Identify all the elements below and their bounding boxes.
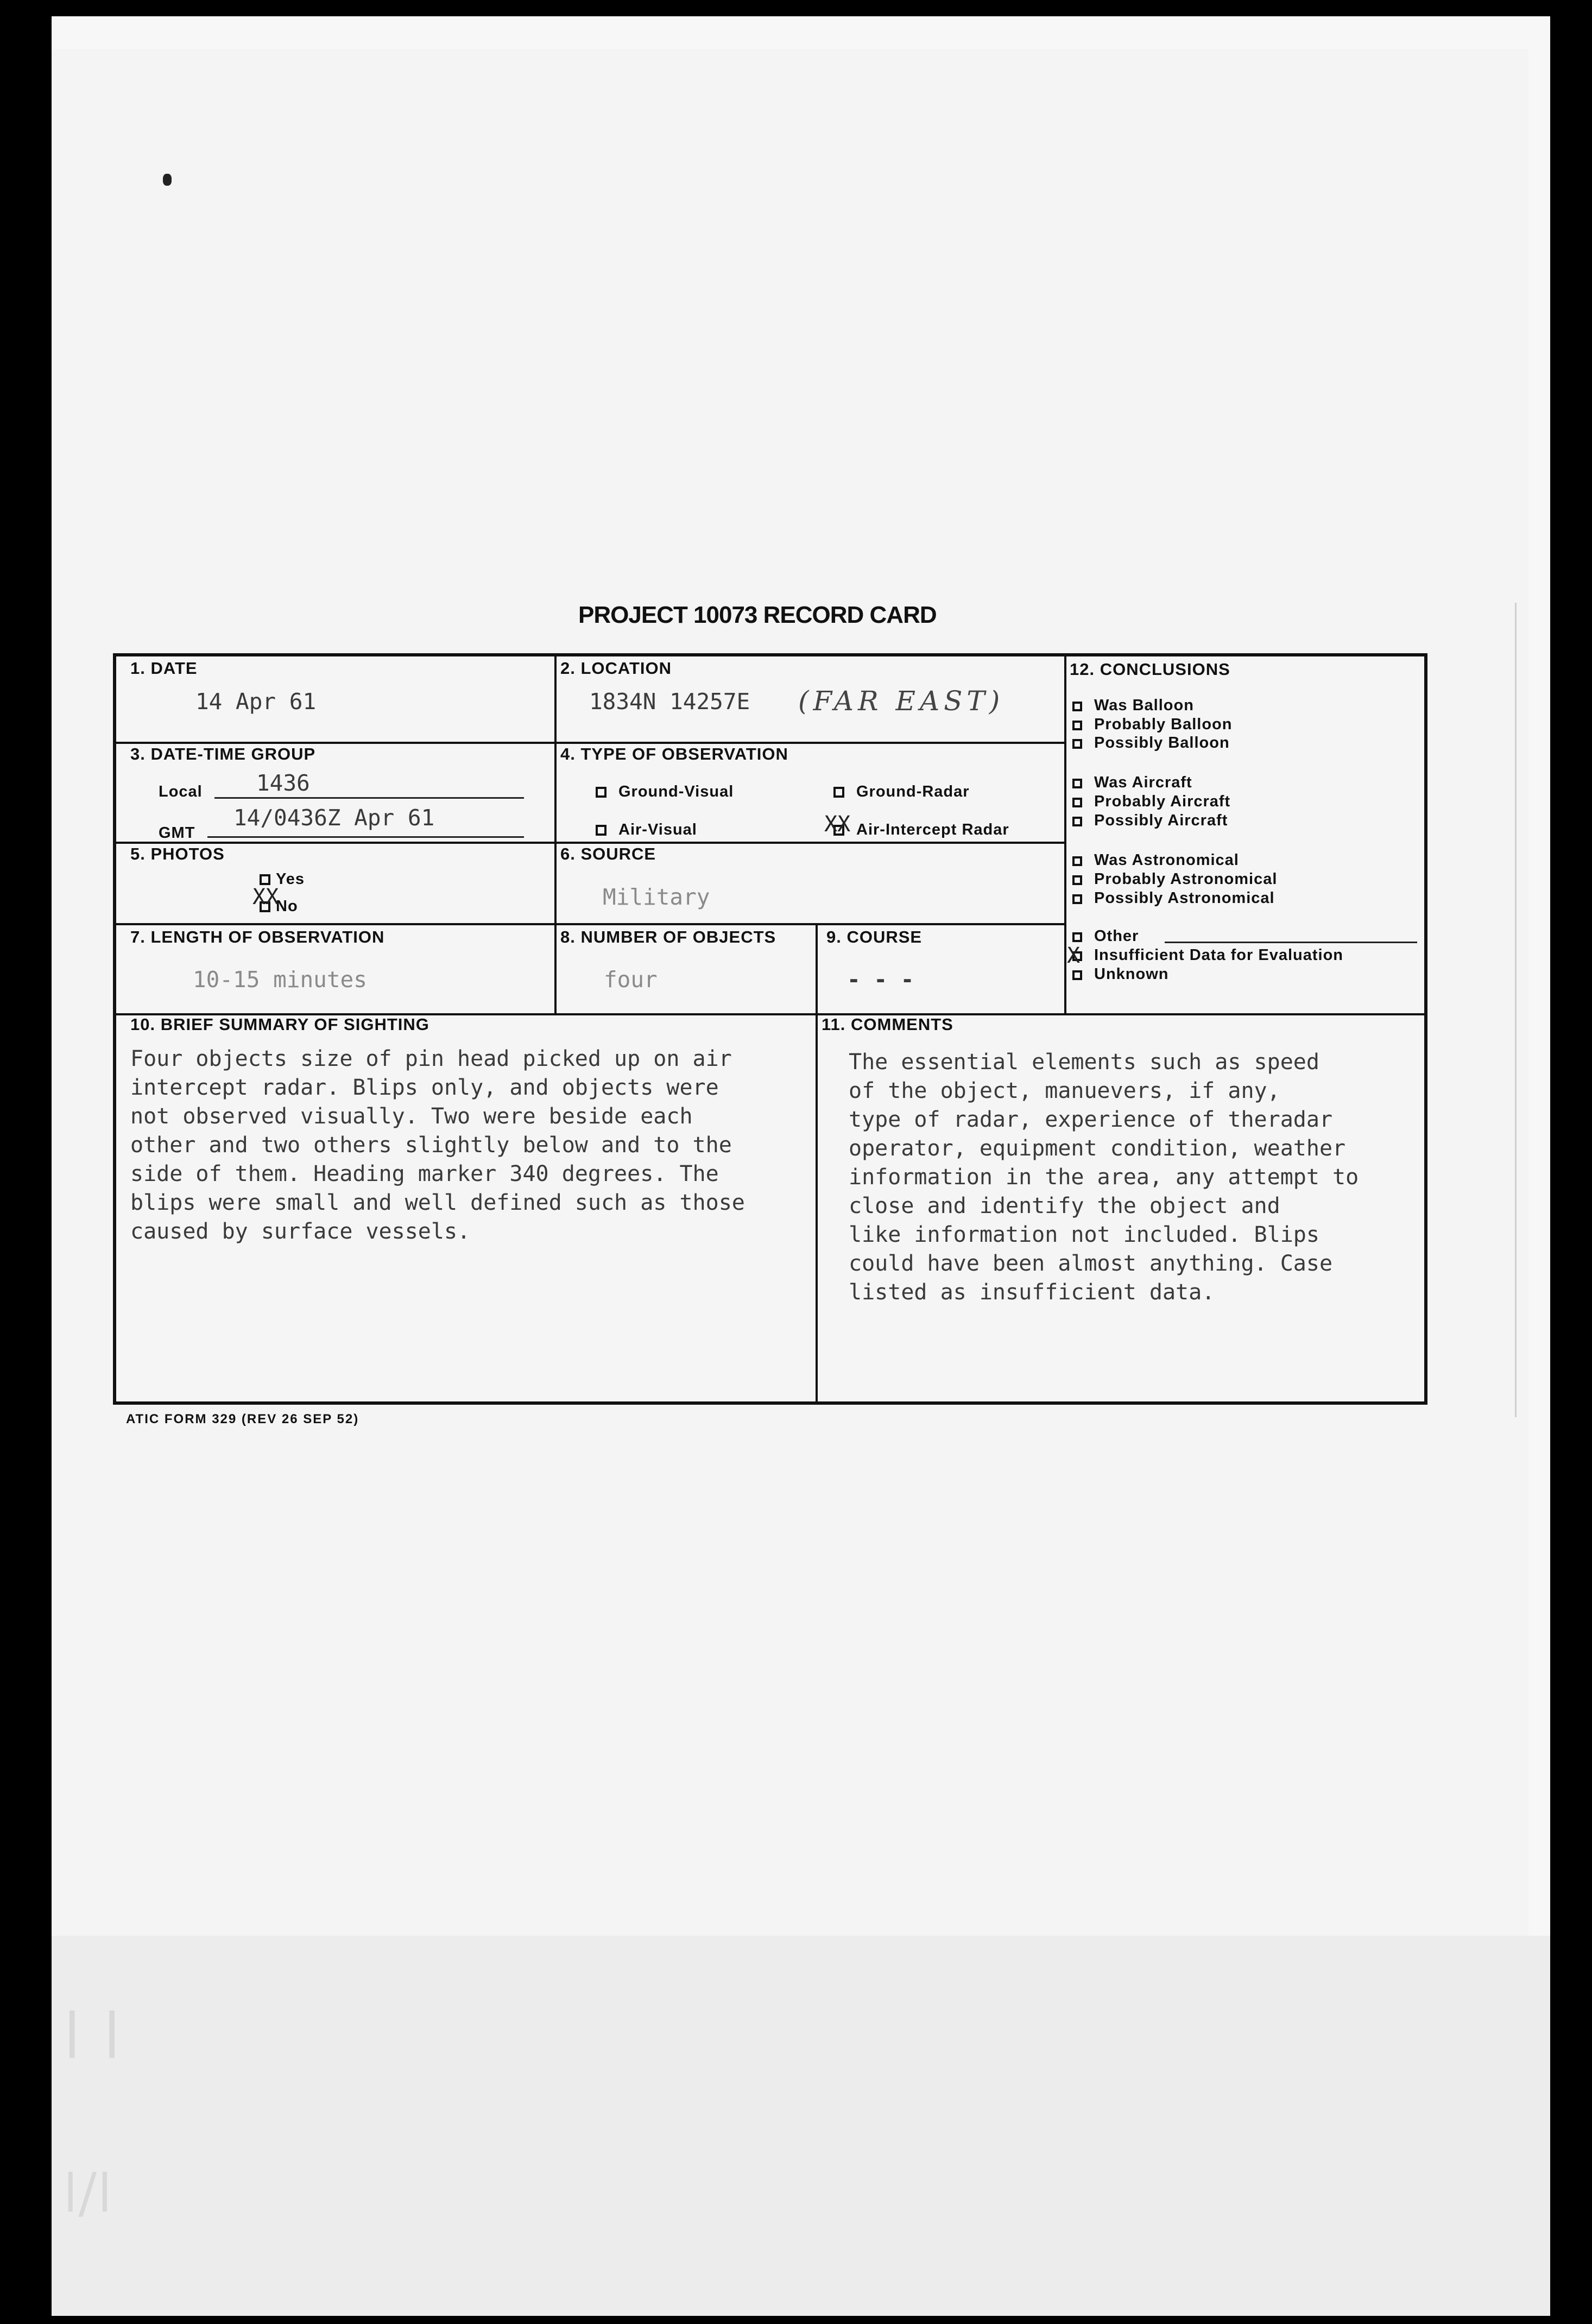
faint-bleed-mark: ǀ/ǀ bbox=[62, 2161, 113, 2225]
ground-radar-text: Ground-Radar bbox=[856, 783, 970, 800]
checkbox[interactable] bbox=[596, 787, 607, 798]
checkbox[interactable] bbox=[1072, 970, 1082, 980]
length-value: 10-15 minutes bbox=[193, 967, 367, 993]
conclusion-option-text: Probably Aircraft bbox=[1094, 793, 1231, 810]
conclusion-option[interactable] bbox=[1072, 870, 1277, 888]
checkbox[interactable] bbox=[1072, 817, 1082, 826]
checkbox[interactable] bbox=[1072, 894, 1082, 904]
local-time-value: 1436 bbox=[256, 770, 310, 796]
page-edge-line bbox=[1515, 603, 1517, 1417]
lower-margin bbox=[52, 1936, 1550, 2316]
summary-label: 10. BRIEF SUMMARY OF SIGHTING bbox=[130, 1015, 429, 1034]
length-label: 7. LENGTH OF OBSERVATION bbox=[130, 927, 385, 946]
comments-label: 11. COMMENTS bbox=[822, 1015, 953, 1034]
ground-radar-option[interactable] bbox=[833, 783, 970, 801]
text-line: like information not included. Blips bbox=[849, 1222, 1319, 1247]
conclusion-option-text: Possibly Astronomical bbox=[1094, 889, 1275, 907]
text-line: operator, equipment condition, weather bbox=[849, 1136, 1346, 1161]
air-visual-option[interactable] bbox=[596, 821, 697, 839]
source-label: 6. SOURCE bbox=[560, 844, 656, 863]
conclusion-option-text: Other bbox=[1094, 927, 1139, 945]
checkbox[interactable] bbox=[1072, 856, 1082, 866]
text-line: close and identify the object and bbox=[849, 1193, 1280, 1218]
x-mark: XX bbox=[824, 812, 851, 837]
checkbox[interactable] bbox=[260, 874, 270, 885]
text-line: information in the area, any attempt to bbox=[849, 1165, 1359, 1190]
gmt-label: GMT bbox=[159, 824, 195, 842]
photos-yes-text: Yes bbox=[276, 870, 305, 888]
conclusion-option-text: Possibly Aircraft bbox=[1094, 812, 1228, 829]
local-underline bbox=[214, 797, 524, 799]
checkbox[interactable] bbox=[1072, 779, 1082, 788]
checkbox[interactable] bbox=[833, 787, 844, 798]
conclusion-option[interactable] bbox=[1072, 946, 1343, 964]
text-line: other and two others slightly below and to the bbox=[130, 1133, 732, 1158]
summary-text bbox=[130, 1045, 745, 1246]
conclusion-option-text: Was Astronomical bbox=[1094, 851, 1239, 869]
conclusion-option[interactable] bbox=[1072, 889, 1275, 907]
course-label: 9. COURSE bbox=[826, 927, 923, 946]
grid-line bbox=[554, 656, 557, 1015]
location-handwritten-note: (FAR EAST) bbox=[798, 685, 1005, 717]
conclusion-option[interactable] bbox=[1072, 851, 1239, 869]
course-value: - - - bbox=[847, 967, 914, 993]
location-label: 2. LOCATION bbox=[560, 659, 672, 678]
text-line: could have been almost anything. Case bbox=[849, 1251, 1333, 1276]
grid-line bbox=[816, 923, 818, 1401]
local-label: Local bbox=[159, 783, 203, 800]
text-line: type of radar, experience of theradar bbox=[849, 1107, 1333, 1132]
conclusion-option[interactable] bbox=[1072, 774, 1192, 792]
text-line: not observed visually. Two were beside each bbox=[130, 1104, 693, 1129]
location-value: 1834N 14257E bbox=[589, 689, 750, 715]
conclusion-option-text: Unknown bbox=[1094, 965, 1169, 983]
text-line: listed as insufficient data. bbox=[849, 1280, 1215, 1305]
card-title: PROJECT 10073 RECORD CARD bbox=[578, 602, 937, 628]
source-value: Military bbox=[603, 884, 710, 910]
text-line: intercept radar. Blips only, and objects were bbox=[130, 1075, 719, 1100]
text-line: The essential elements such as speed bbox=[849, 1050, 1319, 1075]
checkbox[interactable] bbox=[1072, 798, 1082, 807]
conclusion-option[interactable] bbox=[1072, 927, 1139, 945]
text-line: blips were small and well defined such as those bbox=[130, 1190, 745, 1215]
air-intercept-radar-option[interactable] bbox=[833, 821, 1009, 839]
date-label: 1. DATE bbox=[130, 659, 198, 678]
ground-visual-option[interactable] bbox=[596, 783, 734, 801]
grid-line bbox=[1064, 656, 1066, 1015]
air-visual-text: Air-Visual bbox=[618, 821, 697, 838]
ink-speck bbox=[163, 174, 172, 186]
gmt-underline bbox=[207, 836, 524, 838]
other-underline bbox=[1165, 942, 1417, 943]
checkbox[interactable] bbox=[1072, 702, 1082, 711]
conclusion-option-text: Probably Astronomical bbox=[1094, 870, 1278, 888]
gmt-value: 14/0436Z Apr 61 bbox=[233, 805, 435, 831]
observation-type-label: 4. TYPE OF OBSERVATION bbox=[560, 744, 788, 763]
conclusion-option[interactable] bbox=[1072, 716, 1232, 734]
num-objects-label: 8. NUMBER OF OBJECTS bbox=[560, 927, 776, 946]
checkbox[interactable] bbox=[1072, 721, 1082, 730]
conclusion-option-text: Probably Balloon bbox=[1094, 716, 1233, 733]
conclusions-label: 12. CONCLUSIONS bbox=[1070, 660, 1230, 679]
conclusion-option[interactable] bbox=[1072, 734, 1230, 752]
text-line: caused by surface vessels. bbox=[130, 1219, 471, 1244]
conclusion-option-text: Possibly Balloon bbox=[1094, 734, 1230, 751]
conclusion-option-text: Was Aircraft bbox=[1094, 774, 1192, 791]
conclusion-option[interactable] bbox=[1072, 812, 1228, 830]
photos-no-text: No bbox=[276, 898, 298, 915]
form-number: ATIC FORM 329 (REV 26 SEP 52) bbox=[126, 1412, 359, 1426]
grid-line bbox=[116, 742, 1065, 744]
checkbox[interactable] bbox=[1072, 875, 1082, 885]
conclusion-option-text: Insufficient Data for Evaluation bbox=[1094, 946, 1343, 964]
x-mark: XX bbox=[252, 885, 279, 910]
conclusion-option[interactable] bbox=[1072, 793, 1230, 811]
x-mark: X bbox=[1067, 943, 1081, 968]
grid-line bbox=[116, 923, 1065, 925]
checkbox[interactable] bbox=[1072, 739, 1082, 749]
checkbox[interactable] bbox=[1072, 932, 1082, 942]
air-intercept-radar-text: Air-Intercept Radar bbox=[856, 821, 1009, 838]
comments-text bbox=[849, 1048, 1359, 1307]
text-line: Four objects size of pin head picked up on air bbox=[130, 1046, 732, 1071]
conclusion-option[interactable] bbox=[1072, 697, 1194, 715]
conclusion-option[interactable] bbox=[1072, 965, 1169, 983]
checkbox[interactable] bbox=[596, 825, 607, 836]
faint-bleed-mark: ǀ ǀ bbox=[62, 1998, 122, 2074]
text-line: of the object, manuevers, if any, bbox=[849, 1078, 1280, 1103]
ground-visual-text: Ground-Visual bbox=[618, 783, 734, 800]
conclusion-option-text: Was Balloon bbox=[1094, 697, 1194, 714]
photos-label: 5. PHOTOS bbox=[130, 844, 225, 863]
dtg-label: 3. DATE-TIME GROUP bbox=[130, 744, 316, 763]
grid-line bbox=[116, 842, 1065, 844]
text-line: side of them. Heading marker 340 degrees. The bbox=[130, 1161, 719, 1186]
num-objects-value: four bbox=[604, 967, 658, 993]
date-value: 14 Apr 61 bbox=[195, 689, 317, 715]
